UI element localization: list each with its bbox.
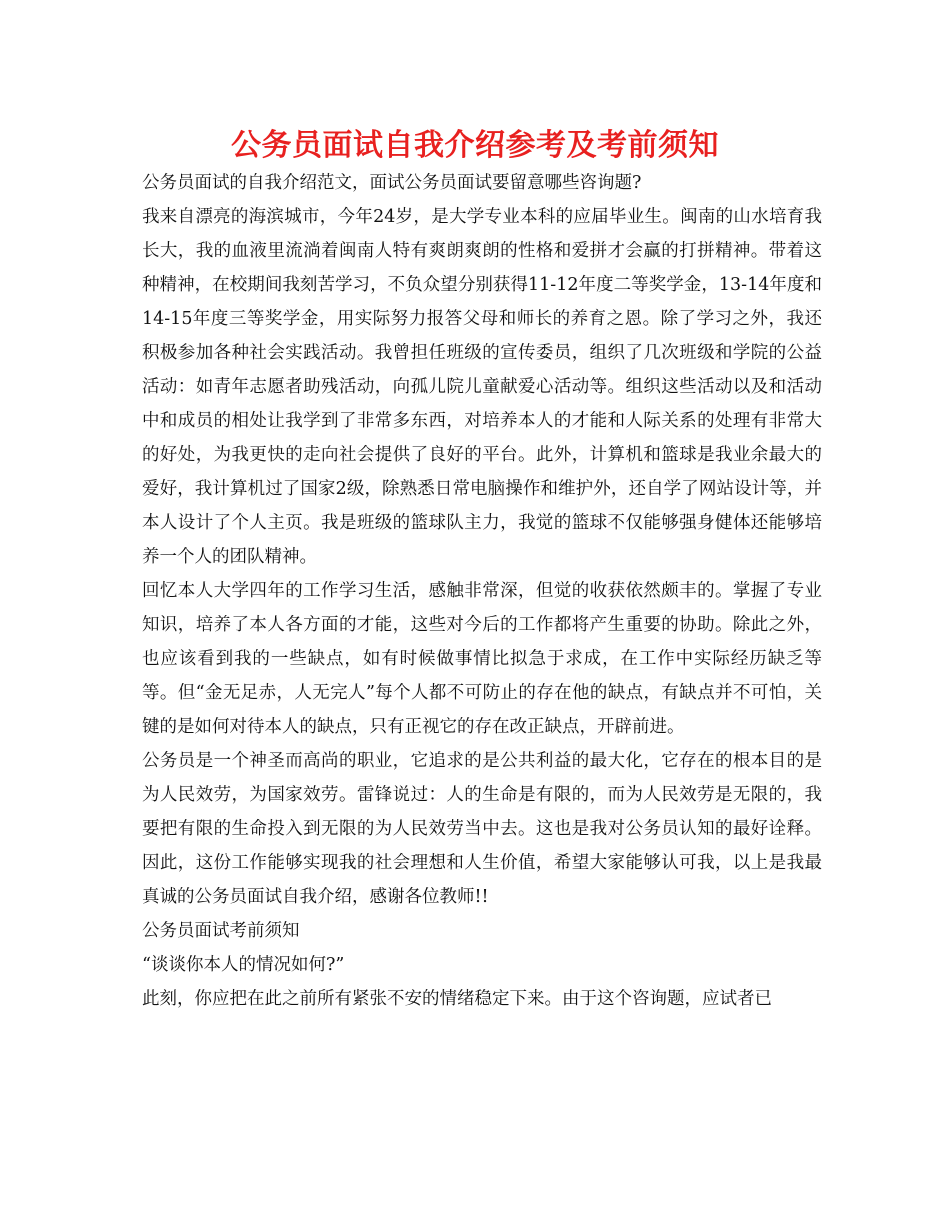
paragraph-intro: 公务员面试的自我介绍范文，面试公务员面试要留意哪些咨询题? <box>142 173 642 193</box>
paragraph-advice: 此刻，你应把在此之前所有紧张不安的情绪稳定下来。由于这个咨询题，应试者已 <box>142 989 772 1009</box>
paragraph-self-introduction: 我来自漂亮的海滨城市，今年24岁，是大学专业本科的应届毕业生。闽南的山水培育我长大，我的血液里流淌着闽南人特有爽朗爽朗的性格和爱拼才会赢的打拼精神。带着这种精神，在校期间我刻苦学习，不负众望分别获得11-12年度二等奖学金，13-14年度和14-15年度三等奖学金，用实际努力报答父母和师长的养育之恩。除了学习之外，我还积极参加各种社会实践活动。我曾担任班级的宣传委员，组织了几次班级和学院的公益活动：如青年志愿者助残活动，向孤儿院儿童献爱心活动等。组织这些活动以及和活动中和成员的相处让我学到了非常多东西，对培养本人的才能和人际关系的处理有非常大的好处，为我更快的走向社会提供了良好的平台。此外，计算机和篮球是我业余最大的爱好，我计算机过了国家2级，除熟悉日常电脑操作和维护外，还自学了网站设计等，并本人设计了个人主页。我是班级的篮球队主力，我觉的篮球不仅能够强身健体还能够培养一个人的团队精神。 <box>142 207 822 567</box>
paragraph-civil-servant: 公务员是一个神圣而高尚的职业，它追求的是公共利益的最大化，它存在的根本目的是为人民效劳，为国家效劳。雷锋说过：人的生命是有限的，而为人民效劳是无限的，我要把有限的生命投入到无限的为人民效劳当中去。这也是我对公务员认知的最好诠释。因此，这份工作能够实现我的社会理想和人生价值，希望大家能够认可我，以上是我最真诚的公务员面试自我介绍，感谢各位教师!! <box>142 751 822 907</box>
document-title: 公务员面试自我介绍参考及考前须知 <box>231 128 719 163</box>
paragraph-reflection: 回忆本人大学四年的工作学习生活，感触非常深，但觉的收获依然颇丰的。掌握了专业知识，培养了本人各方面的才能，这些对今后的工作都将产生重要的协助。除此之外，也应该看到我的一些缺点，如有时候做事情比拟急于求成，在工作中实际经历缺乏等等。但“金无足赤，人无完人”每个人都不可防止的存在他的缺点，有缺点并不可怕，关键的是如何对待本人的缺点，只有正视它的存在改正缺点，开辟前进。 <box>142 581 822 737</box>
section-heading-notes: 公务员面试考前须知 <box>142 921 300 941</box>
paragraph-question: “谈谈你本人的情况如何?” <box>142 955 345 975</box>
document-body <box>142 166 822 1016</box>
